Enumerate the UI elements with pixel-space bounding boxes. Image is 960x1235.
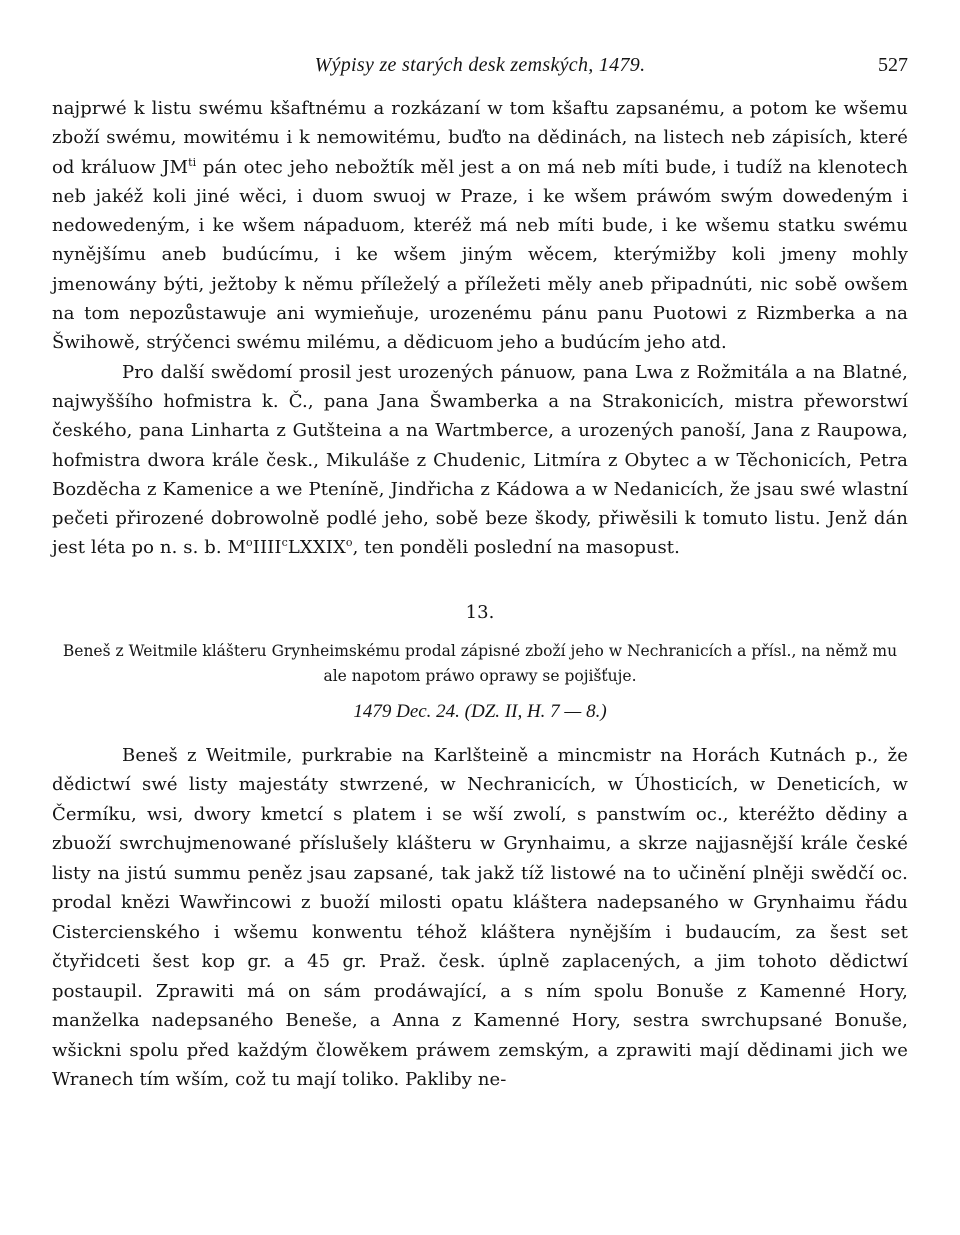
- page-header: [0, 52, 960, 82]
- section-body: Beneš z Weitmile, purkrabie na Karlšteině a mincmistr na Horách Kutnách p., že dědictwí swé listy majestáty stwrzené, w Nechranicích, w Úhosticích, w Deneticích, w Čermíku, wsi, dwory kmetcí s platem i se wší zwolí, s panstwím oc., kteréžto dědiny a zbuoží swrchujmenowané příslušely klášteru w Grynhaimu, a skrze najjasnější krále české listy na jistú summu peněz jsau zapsané, tak jakž tíž listowé na to učinění plněji swědčí oc. prodal knězi Wawřincowi z buoží milosti opatu kláštera nadepsaného w Grynhaimu řádu Cistercienského i wšemu konwentu téhož kláštera nynějším i budaucím, za šest set čtyřidceti šest kop gr. a 45 gr. Praž. česk. úplně zaplacených, a jim tohoto dědictwí postaupil. Zprawiti má on sám prodáwající, a s ním spolu Bonuše z Kamenné Hory, manželka nadepsaného Beneše, a Anna z Kamenné Hory, sestra swrchupsané Bonuše, wšickni spolu před každým člowěkem práwem zemským, a zprawiti mají dědinami jich we Wranech tím wším, což tu mají toliko. Pakliby ne-: [52, 744, 908, 1091]
- running-title: Wýpisy ze starých desk zemských, 1479.: [314, 54, 646, 76]
- paragraph-2-sup-1: o: [246, 536, 253, 550]
- page-body: [52, 94, 908, 1095]
- paragraph-2-text: Pro další swědomí prosil jest urozených pánuow, pana Lwa z Rožmitála a na Blatné, najwyššího hofmistra k. Č., pana Jana Šwamberka a na Strakonicích, mistra přeworstwí českého, pana Linharta z Gutšteina a na Wartmberce, a urozených panoší, Jana z Raupowa, hofmistra dwora krále česk., Mikuláše z Chudenic, Litmíra z Obytec a w Těchonicích, Petra Bozděcha z Kamenice a we Ptenínĕ, Jindřicha z Kádowa a w Nedanicích, že jsau swé wlastní pečeti přirozené dobrowolně podlé jeho, sobě beze škody, přiwěsili k tomuto listu. Jenž dán jest léta po n. s. b. M: [52, 361, 908, 559]
- paragraph-1: [52, 94, 908, 358]
- paragraph-2: [52, 358, 908, 563]
- paragraph-1-rest: pán otec jeho nebožtík měl jest a on má neb míti bude, i tudíž na klenotech neb jakéž koli jiné wěci, i duom swuoj w Praze, i ke wšem práwóm swým dowedeným i nedowedeným, i ke wšem nápaduom, kteréž má neb míti bude, i ke wšemu statku swému nynějšímu aneb budúcímu, i ke wšem jiným wěcem, kterýmižby koli jmeny mohly jmenowány býti, ježtoby k němu příleželý a příležeti měly aneb připadnúti, nic sobě owšem na tom nepozůstawuje ani wymieňuje, urozenému pánu panu Puotowi z Rizmberka a na Šwihowě, strýčenci swému milému, a dědicuom jeho a budúcím jeho atd.: [52, 156, 908, 354]
- page-number: 527: [878, 54, 908, 76]
- paragraph-2-sup-3: o: [345, 536, 353, 550]
- section-citation: 1479 Dec. 24. (DZ. II, H. 7 — 8.): [353, 700, 607, 722]
- section-number: 13.: [465, 601, 495, 623]
- section-summary: Beneš z Weitmile klášteru Grynheimskému prodal zápisné zboží jeho w Nechranicích a přísl., na němž mu ale napotom práwo oprawy se pojišťuje.: [62, 641, 898, 685]
- paragraph-2-mid-2: LXXIX: [287, 537, 346, 559]
- paragraph-2-mid: IIII: [252, 537, 282, 559]
- paragraph-1-superscript: ti: [188, 155, 197, 169]
- paragraph-2-end: , ten ponděli poslední na masopust.: [352, 537, 680, 559]
- paragraph-1-text: najprwé k listu swému kšaftnému a rozkázaní w tom kšaftu zapsanému, a potom ke wšemu zboží swému, mowitému i k nemowitému, buďto na dědinách, na listech neb zápisích, které od králuow JM: [52, 98, 908, 178]
- paragraph-2-sup-2: c: [281, 536, 288, 550]
